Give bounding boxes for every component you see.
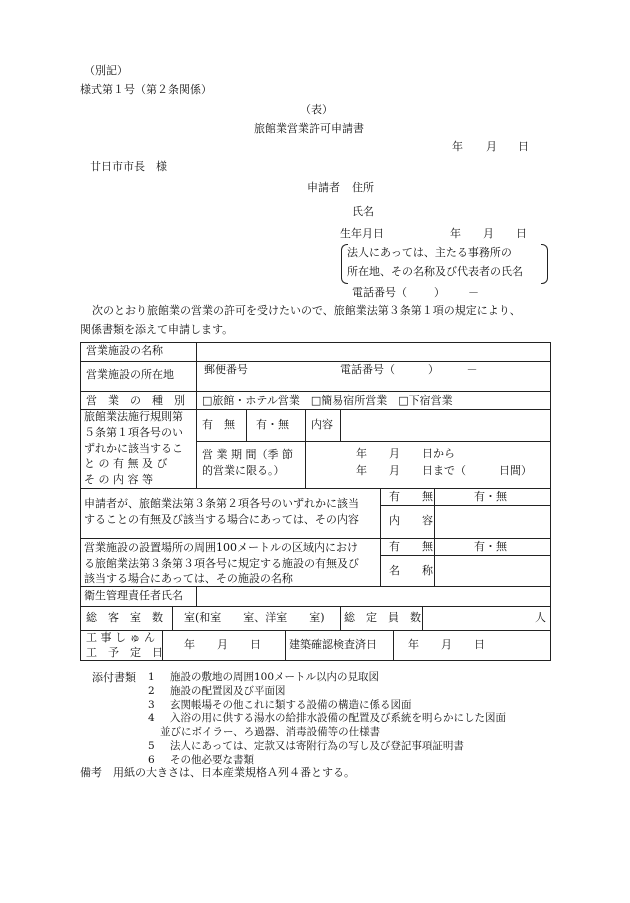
rule-yesno-label: 有 無	[202, 418, 235, 431]
list-item: 3 玄関帳場その他これに類する設備の構造に係る図面	[148, 698, 412, 711]
corp-note-line2: 所在地、その名称及び代表者の氏名	[347, 265, 523, 278]
applicant-label: 申請者	[307, 181, 340, 194]
birth-year: 年	[450, 227, 461, 240]
q4-label: 営業施設の設置場所の周囲100メートルの区域内におけ る旅館業法第３条第３項各号に規定する施設の有無及び 該当する場合にあっては、その施設の名称	[84, 541, 359, 585]
applicant-address: 住所	[352, 181, 374, 194]
intro-line1: 次のとおり旅館業の営業の許可を受けたいので、旅館業法第３条第１項の規定により、	[92, 304, 521, 317]
date-day: 日	[518, 140, 529, 153]
page-title: 旅館業営業許可申請書	[254, 122, 364, 135]
list-item: 5 法人にあっては、定款又は寄附行為の写し及び登記事項証明書	[148, 739, 464, 752]
list-item: 6 その他必要な書類	[148, 753, 254, 766]
birth-month: 月	[483, 227, 494, 240]
capacity-label: 総 定 員 数	[344, 611, 421, 624]
period-label: 営 業 期 間（季 節 的営業に限る。）	[202, 448, 293, 477]
list-item: 2 施設の配置図及び平面図	[148, 684, 286, 697]
applicant-phone-label: 電話番号（	[352, 286, 407, 299]
corp-note-bracket-right	[541, 244, 548, 284]
period-from: 年 月 日から	[356, 447, 455, 460]
business-type-options[interactable]: □旅館・ホテル営業 □簡易宿所営業 □下宿営業	[202, 394, 453, 407]
rooms-value: 室(和室 室、洋室 室)	[184, 611, 325, 624]
postal-label: 郵便番号	[204, 363, 248, 376]
schedule-date: 年 月 日	[184, 638, 261, 651]
period-to: 年 月 日まで（ 日間）	[356, 464, 532, 477]
schedule-label: 工 事 し ゅ ん 工 予 定 日	[86, 631, 163, 659]
facility-phone: 電話番号（ ） －	[340, 363, 478, 376]
q3-yesno-value[interactable]: 有・無	[474, 490, 507, 503]
date-month: 月	[486, 140, 497, 153]
business-type-label: 営 業 の 種 別	[86, 394, 185, 407]
form-number: 様式第１号（第２条関係）	[80, 83, 212, 96]
attachments-label: 添付書類	[92, 671, 136, 684]
q3-content-label: 内 容	[389, 514, 433, 527]
manager-label: 衛生管理責任者氏名	[84, 589, 183, 602]
list-item: 1 施設の敷地の周囲100メートル以内の見取図	[148, 671, 380, 683]
applicant-phone-dash: －	[468, 286, 479, 299]
inspection-label: 建築確認検査済日	[289, 638, 377, 651]
applicant-name: 氏名	[352, 205, 374, 218]
applicant-phone-close: ）	[434, 286, 445, 299]
q3-yesno-label: 有 無	[389, 490, 433, 503]
attachments-list	[148, 671, 506, 768]
q4-name-label: 名 称	[389, 564, 433, 577]
facility-name-label: 営業施設の名称	[86, 344, 163, 357]
facility-name-field[interactable]	[202, 344, 546, 358]
q3-label: 申請者が、旅館業法第３条第２項各号のいずれかに該当 することの有無及び該当する場合にあっては、その内容	[84, 497, 359, 526]
birth-day: 日	[516, 227, 527, 240]
date-year: 年	[452, 140, 463, 153]
rule-yesno-value[interactable]: 有・無	[256, 418, 289, 431]
remarks: 備考 用紙の大きさは、日本産業規格Ａ列４番とする。	[80, 766, 355, 779]
list-item: 並びにボイラー、ろ過器、消毒設備等の仕様書	[160, 726, 381, 739]
applicant-birth: 生年月日	[340, 227, 384, 240]
capacity-unit: 人	[535, 611, 546, 624]
annex-label: （別記）	[84, 64, 128, 77]
addressee: 廿日市市長 様	[90, 160, 167, 173]
intro-line2: 関係書類を添えて申請します。	[80, 323, 234, 336]
side-label: （表）	[300, 103, 333, 116]
q4-yesno-label: 有 無	[389, 540, 433, 553]
rule-question-label: 旅館業法施行規則第 ５条第１項各号のい ずれかに該当するこ と の 有 無 及 び そ の 内 容 等	[84, 410, 183, 487]
corp-note-line1: 法人にあっては、主たる事務所の	[347, 246, 512, 259]
list-item: 4 入浴の用に供する湯水の給排水設備の配置及び系統を明らかにした図面	[148, 712, 506, 725]
q4-yesno-value[interactable]: 有・無	[474, 540, 507, 553]
facility-address-label: 営業施設の所在地	[86, 368, 174, 381]
rooms-label: 総 客 室 数	[86, 611, 163, 624]
rule-content-label: 内容	[311, 418, 333, 431]
inspection-date: 年 月 日	[408, 638, 485, 651]
